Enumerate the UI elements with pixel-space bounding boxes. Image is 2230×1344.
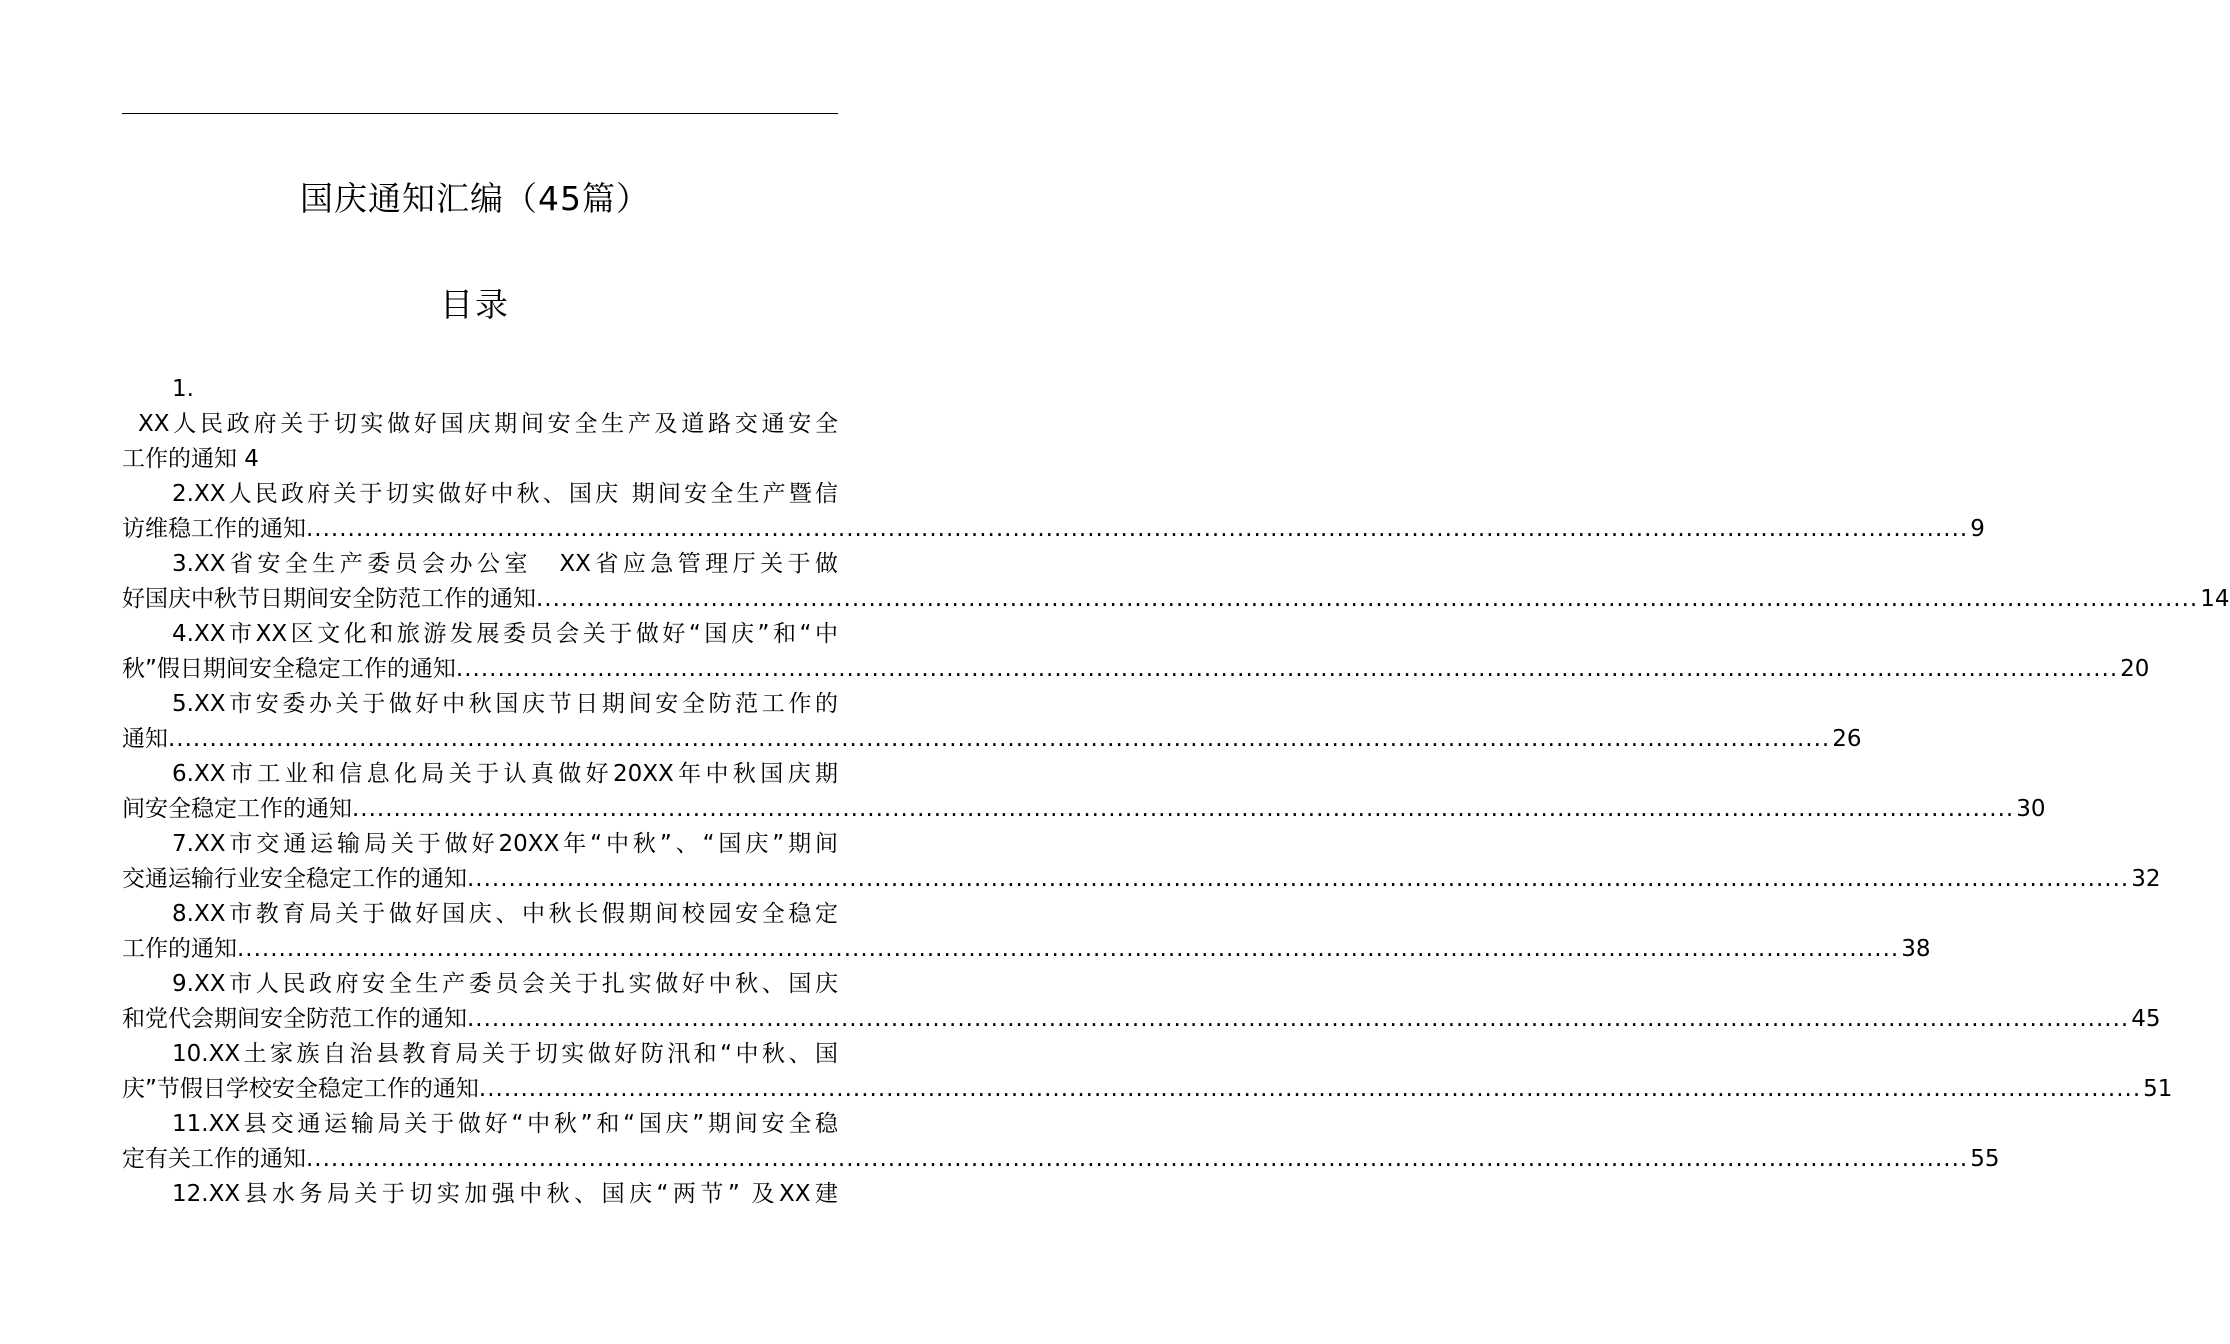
toc-entry-6[interactable] xyxy=(122,757,2046,827)
toc-entry-line1: 7.XX市交通运输局关于做好20XX年“中秋”、“国庆”期间 xyxy=(172,831,838,857)
dot-leader: ........................................................................................................................................................................................................ xyxy=(455,656,2119,682)
page-number: 45 xyxy=(2131,1006,2161,1032)
page-number: 55 xyxy=(1970,1146,2000,1172)
dot-leader: ........................................................................................................................................................................................................ xyxy=(467,1006,2130,1032)
page-number: 26 xyxy=(1832,726,1862,752)
toc-entry-3[interactable] xyxy=(122,547,2230,617)
toc-entry-line1: 5.XX市安委办关于做好中秋国庆节日期间安全防范工作的 xyxy=(172,691,838,717)
toc-entry-10[interactable] xyxy=(122,1037,2173,1107)
toc-entry-line1: 6.XX市工业和信息化局关于认真做好20XX年中秋国庆期 xyxy=(172,761,838,787)
toc-entry-line1: 4.XX市XX区文化和旅游发展委员会关于做好“国庆”和“中 xyxy=(172,621,838,647)
header-rule xyxy=(122,113,838,114)
toc-entry-line2: 和党代会期间安全防范工作的通知 ........................................................................................................................................................................................................ 45 xyxy=(122,1002,838,1037)
toc-entry-line2: 秋”假日期间安全稳定工作的通知 ........................................................................................................................................................................................................ 20 xyxy=(122,652,838,687)
toc-entry-line2: 庆”节假日学校安全稳定工作的通知 ........................................................................................................................................................................................................ 51 xyxy=(122,1072,838,1107)
dot-leader: ........................................................................................................................................................................................................ xyxy=(168,726,1831,752)
page-number: 32 xyxy=(2131,866,2161,892)
toc-entry-line1: 8.XX市教育局关于做好国庆、中秋长假期间校园安全稳定 xyxy=(172,901,838,927)
toc-entry-line1: 11.XX县交通运输局关于做好“中秋”和“国庆”期间安全稳 xyxy=(172,1111,838,1137)
toc-entry-12[interactable] xyxy=(122,1177,838,1212)
dot-leader: ........................................................................................................................................................................................................ xyxy=(467,866,2130,892)
toc-entry-line2: 访维稳工作的通知 ........................................................................................................................................................................................................ 9 xyxy=(122,512,838,547)
page-number: 38 xyxy=(1901,936,1931,962)
toc-entry-line1: 3.XX省安全生产委员会办公室 XX省应急管理厅关于做 xyxy=(172,551,838,577)
toc-entry-line1: 12.XX县水务局关于切实加强中秋、国庆“两节” 及XX建 xyxy=(172,1181,838,1207)
page-number: 9 xyxy=(1970,516,1985,542)
toc-entry-1-line1[interactable]: XX人民政府关于切实做好国庆期间安全生产及道路交通安全 xyxy=(138,411,838,437)
dot-leader: ........................................................................................................................................................................................................ xyxy=(352,796,2015,822)
dot-leader: ........................................................................................................................................................................................................ xyxy=(237,936,1900,962)
dot-leader: ........................................................................................................................................................................................................ xyxy=(306,1146,1969,1172)
dot-leader: ........................................................................................................................................................................................................ xyxy=(536,586,2199,612)
toc-entry-2[interactable] xyxy=(122,477,1985,547)
page-number: 14 xyxy=(2200,586,2230,612)
page-number: 20 xyxy=(2120,656,2150,682)
toc-entry-line2: 间安全稳定工作的通知 ........................................................................................................................................................................................................ 30 xyxy=(122,792,838,827)
toc-entry-line1: 9.XX市人民政府安全生产委员会关于扎实做好中秋、国庆 xyxy=(172,971,838,997)
toc-entry-9[interactable] xyxy=(122,967,2161,1037)
toc-entry-line1: 2.XX人民政府关于切实做好中秋、国庆 期间安全生产暨信 xyxy=(172,481,838,507)
toc-entry-11[interactable] xyxy=(122,1107,2000,1177)
toc-entry-line2: 工作的通知 ........................................................................................................................................................................................................ 38 xyxy=(122,932,838,967)
dot-leader: ........................................................................................................................................................................................................ xyxy=(306,516,1969,542)
toc-entry-1-line2[interactable]: 工作的通知 4 xyxy=(122,446,259,472)
toc-entry-line2: 好国庆中秋节日期间安全防范工作的通知 ........................................................................................................................................................................................................ 14 xyxy=(122,582,838,617)
table-of-contents xyxy=(122,372,2230,1212)
toc-entry-line2: 交通运输行业安全稳定工作的通知 ........................................................................................................................................................................................................ 32 xyxy=(122,862,838,897)
toc-entry-7[interactable] xyxy=(122,827,2161,897)
document-title: 国庆通知汇编（45篇） xyxy=(300,179,650,218)
toc-entry-1-number[interactable]: 1. xyxy=(172,376,194,402)
toc-entry-8[interactable] xyxy=(122,897,1931,967)
page-number: 30 xyxy=(2016,796,2046,822)
toc-entry-line1: 10.XX土家族自治县教育局关于切实做好防汛和“中秋、国 xyxy=(172,1041,838,1067)
toc-entry-5[interactable] xyxy=(122,687,1862,757)
dot-leader: ........................................................................................................................................................................................................ xyxy=(478,1076,2142,1102)
page-number: 51 xyxy=(2143,1076,2173,1102)
toc-entry-4[interactable] xyxy=(122,617,2150,687)
toc-entry-line2: 通知 ........................................................................................................................................................................................................ 26 xyxy=(122,722,838,757)
toc-entry-line2: 定有关工作的通知 ........................................................................................................................................................................................................ 55 xyxy=(122,1142,838,1177)
toc-heading: 目录 xyxy=(440,285,510,324)
